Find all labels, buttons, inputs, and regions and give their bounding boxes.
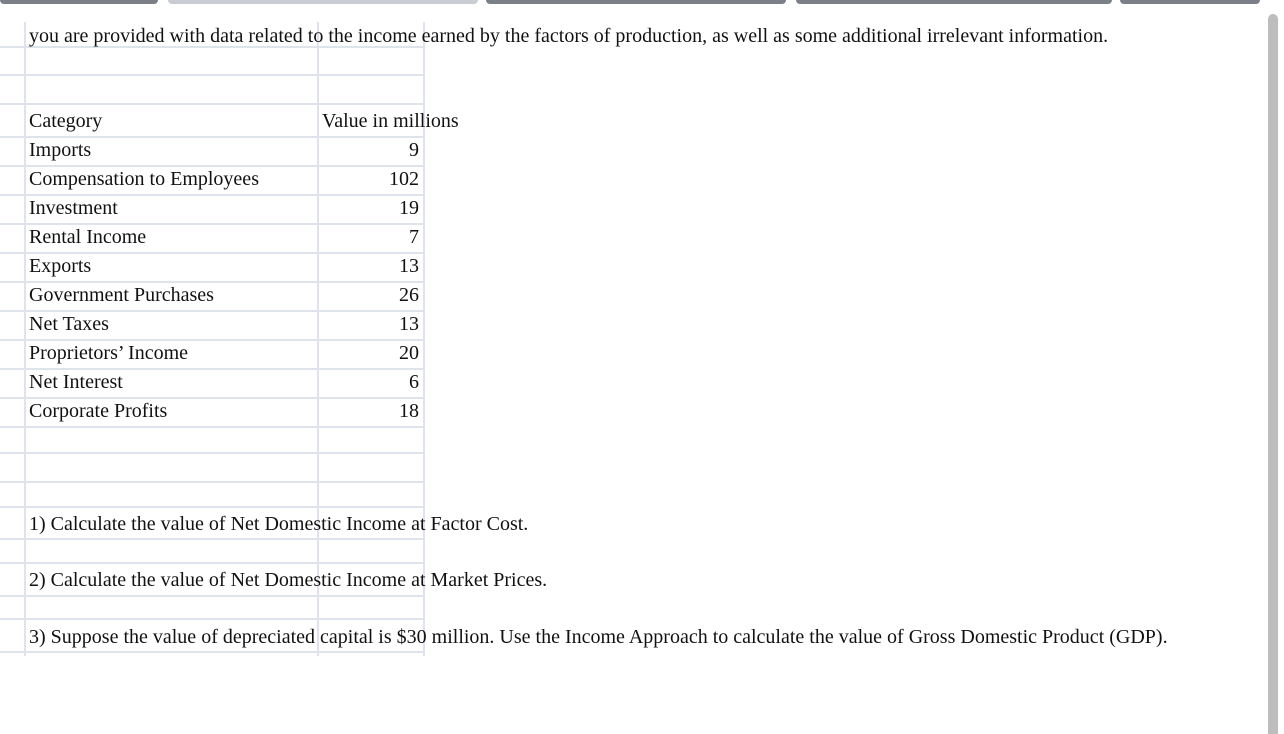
header-value[interactable]: Value in millions (322, 110, 459, 132)
table-cell-value[interactable]: 6 (409, 371, 419, 393)
grid-row-line (0, 595, 424, 597)
grid-row-line (0, 481, 424, 483)
question-3[interactable]: 3) Suppose the value of depreciated capital is $30 million. Use the Income Approach to calculate the value of Gross Domestic Product (GDP). (29, 626, 1168, 648)
table-cell-category[interactable]: Government Purchases (29, 284, 214, 306)
table-cell-category[interactable]: Corporate Profits (29, 400, 168, 422)
table-cell-category[interactable]: Investment (29, 197, 118, 219)
question-2[interactable]: 2) Calculate the value of Net Domestic Income at Market Prices. (29, 569, 548, 591)
table-cell-value[interactable]: 19 (399, 197, 419, 219)
header-category[interactable]: Category (29, 110, 103, 132)
grid-row-line (0, 452, 424, 454)
table-cell-value[interactable]: 18 (399, 400, 419, 422)
table-cell-value[interactable]: 9 (409, 139, 419, 161)
question-1[interactable]: 1) Calculate the value of Net Domestic Income at Factor Cost. (29, 513, 529, 535)
vertical-scrollbar[interactable] (1268, 6, 1284, 728)
sheet-tab[interactable] (1120, 0, 1260, 4)
grid-row-line (0, 506, 424, 508)
sheet-tab-active[interactable] (168, 0, 478, 4)
table-cell-category[interactable]: Proprietors’ Income (29, 342, 189, 364)
table-cell-category[interactable]: Exports (29, 255, 92, 277)
table-cell-value[interactable]: 7 (409, 226, 419, 248)
intro-text[interactable]: you are provided with data related to the income earned by the factors of production, as well as some additional irrelevant information. (29, 25, 1109, 47)
sheet-tab[interactable] (0, 0, 158, 4)
table-cell-category[interactable]: Net Interest (29, 371, 123, 393)
table-cell-category[interactable]: Compensation to Employees (29, 168, 259, 190)
grid-row-line (0, 426, 424, 428)
table-cell-value[interactable]: 102 (389, 168, 419, 190)
table-cell-value[interactable]: 13 (399, 313, 419, 335)
grid-row-line (0, 562, 424, 564)
scrollbar-thumb[interactable] (1268, 14, 1278, 734)
table-cell-value[interactable]: 13 (399, 255, 419, 277)
table-cell-category[interactable]: Rental Income (29, 226, 147, 248)
grid-row-line (0, 538, 424, 540)
table-cell-value[interactable]: 20 (399, 342, 419, 364)
grid-row-line (0, 74, 424, 76)
table-cell-value[interactable]: 26 (399, 284, 419, 306)
table-cell-category[interactable]: Net Taxes (29, 313, 109, 335)
table-cell-category[interactable]: Imports (29, 139, 92, 161)
grid-row-line (0, 618, 424, 620)
sheet-tab[interactable] (796, 0, 1112, 4)
spreadsheet-grid[interactable] (0, 6, 1268, 728)
sheet-tab[interactable] (486, 0, 786, 4)
grid-row-line (0, 651, 424, 653)
grid-row-line (0, 103, 424, 105)
